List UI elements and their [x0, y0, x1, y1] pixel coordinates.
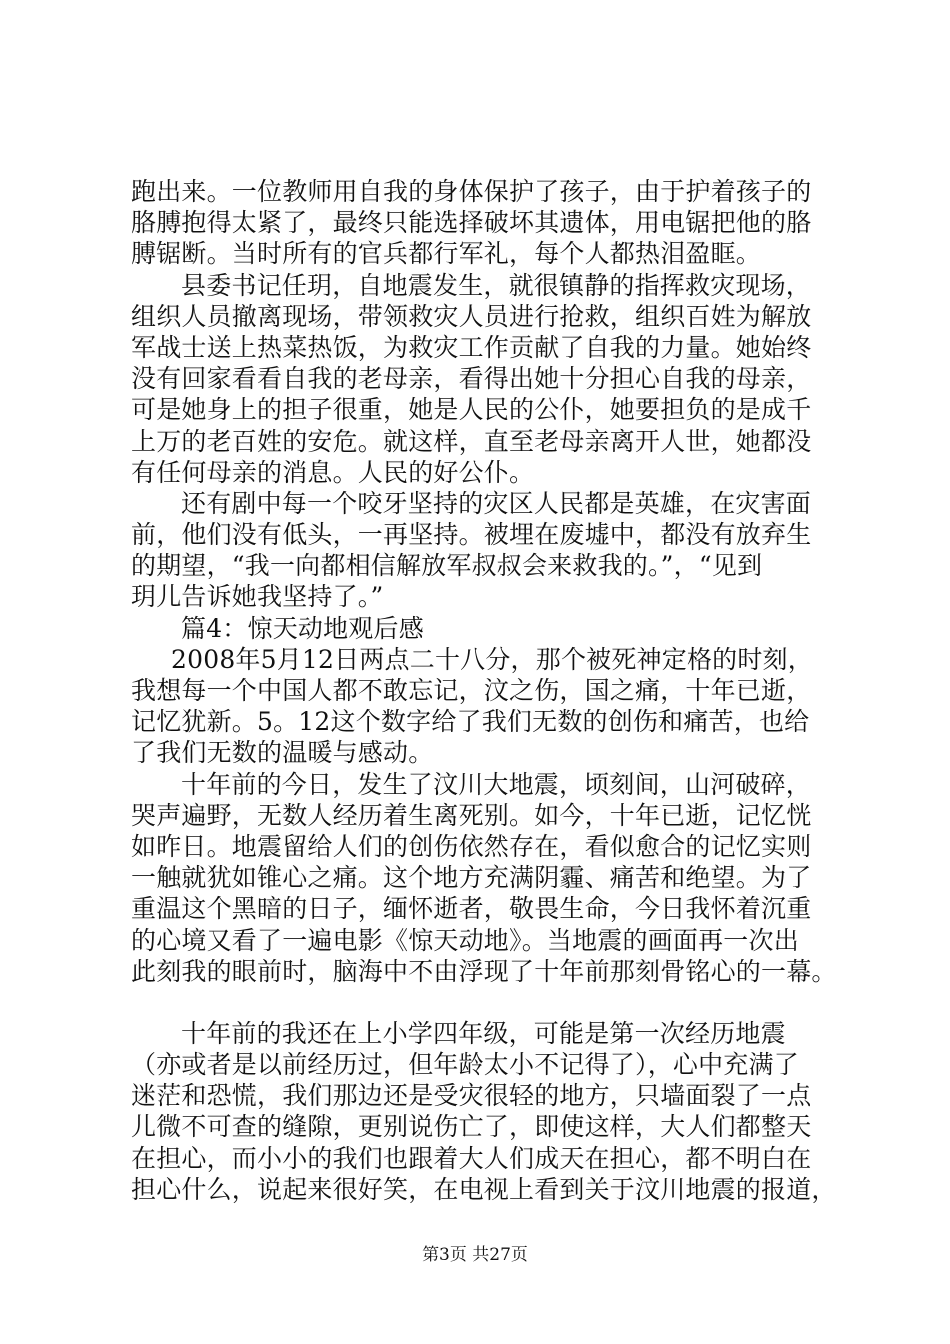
text-line: 哭声遍野，无数人经历着生离死别。如今，十年已逝，记忆恍 — [131, 800, 812, 830]
text-line: 了我们无数的温暖与感动。 — [131, 738, 434, 768]
text-line: 上万的老百姓的安危。就这样，直至老母亲离开人世，她都没 — [131, 426, 812, 456]
text-line: 如昨日。地震留给人们的创伤依然存在，看似愈合的记忆实则 — [131, 831, 812, 861]
paragraph-start: 十年前的我还在上小学四年级，可能是第一次经历地震 — [181, 1018, 786, 1048]
text-line: 跑出来。一位教师用自我的身体保护了孩子，由于护着孩子的 — [131, 177, 812, 206]
text-line: （亦或者是以前经历过，但年龄太小不记得了），心中充满了 — [131, 1050, 799, 1080]
paragraph-start: 县委书记任玥，自地震发生，就很镇静的指挥救灾现场， — [181, 270, 812, 300]
section-heading: 篇4：惊天动地观后感 — [181, 613, 424, 643]
paragraph-start: 还有剧中每一个咬牙坚持的灾区人民都是英雄，在灾害面 — [181, 488, 812, 518]
text-line: 在担心，而小小的我们也跟着大人们成天在担心，都不明白在 — [131, 1143, 812, 1173]
text-line: 迷茫和恐慌，我们那边还是受灾很轻的地方，只墙面裂了一点 — [131, 1081, 812, 1111]
paragraph-start: 十年前的今日，发生了汶川大地震，顷刻间，山河破碎， — [181, 769, 812, 799]
text-line: 我想每一个中国人都不敢忘记，汶之伤，国之痛，十年已逝， — [131, 676, 812, 705]
text-line: 前，他们没有低头，一再坚持。被埋在废墟中，都没有放弃生 — [131, 520, 812, 550]
text-line: 儿微不可查的缝隙，更别说伤亡了，即使这样，大人们都整天 — [131, 1112, 812, 1142]
paragraph-start: 2008年5月12日两点二十八分，那个被死神定格的时刻， — [171, 644, 813, 674]
text-line: 玥儿告诉她我坚持了。” — [131, 582, 384, 612]
text-line: 此刻我的眼前时，脑海中不由浮现了十年前那刻骨铭心的一幕。 — [131, 956, 837, 986]
page-footer — [0, 1244, 950, 1266]
text-line: 重温这个黑暗的日子，缅怀逝者，敬畏生命，今日我怀着沉重 — [131, 894, 812, 924]
text-line: 有任何母亲的消息。人民的好公仆。 — [131, 457, 535, 487]
text-line: 没有回家看看自我的老母亲，看得出她十分担心自我的母亲， — [131, 364, 812, 394]
text-line: 担心什么，说起来很好笑，在电视上看到关于汶川地震的报道， — [131, 1174, 837, 1204]
paragraph-gap — [131, 987, 871, 1018]
text-line: 记忆犹新。5。12这个数字给了我们无数的创伤和痛苦，也给 — [131, 707, 810, 737]
page-number: 第3页 共27页 — [422, 1245, 528, 1265]
text-line: 军战士送上热菜热饭，为救灾工作贡献了自我的力量。她始终 — [131, 332, 812, 362]
body-text — [131, 176, 871, 1205]
text-line: 的心境又看了一遍电影《惊天动地》。当地震的画面再一次出 — [131, 925, 799, 955]
text-line: 可是她身上的担子很重，她是人民的公仆，她要担负的是成千 — [131, 395, 812, 425]
text-line: 的期望，“我一向都相信解放军叔叔会来救我的。”，“见到 — [131, 551, 763, 581]
text-line: 胳膊抱得太紧了，最终只能选择破坏其遗体，用电锯把他的胳 — [131, 208, 812, 238]
text-line: 膊锯断。当时所有的官兵都行军礼，每个人都热泪盈眶。 — [131, 239, 762, 269]
text-line: 一触就犹如锥心之痛。这个地方充满阴霾、痛苦和绝望。为了 — [131, 863, 812, 893]
text-line: 组织人员撤离现场，带领救灾人员进行抢救，组织百姓为解放 — [131, 301, 812, 331]
